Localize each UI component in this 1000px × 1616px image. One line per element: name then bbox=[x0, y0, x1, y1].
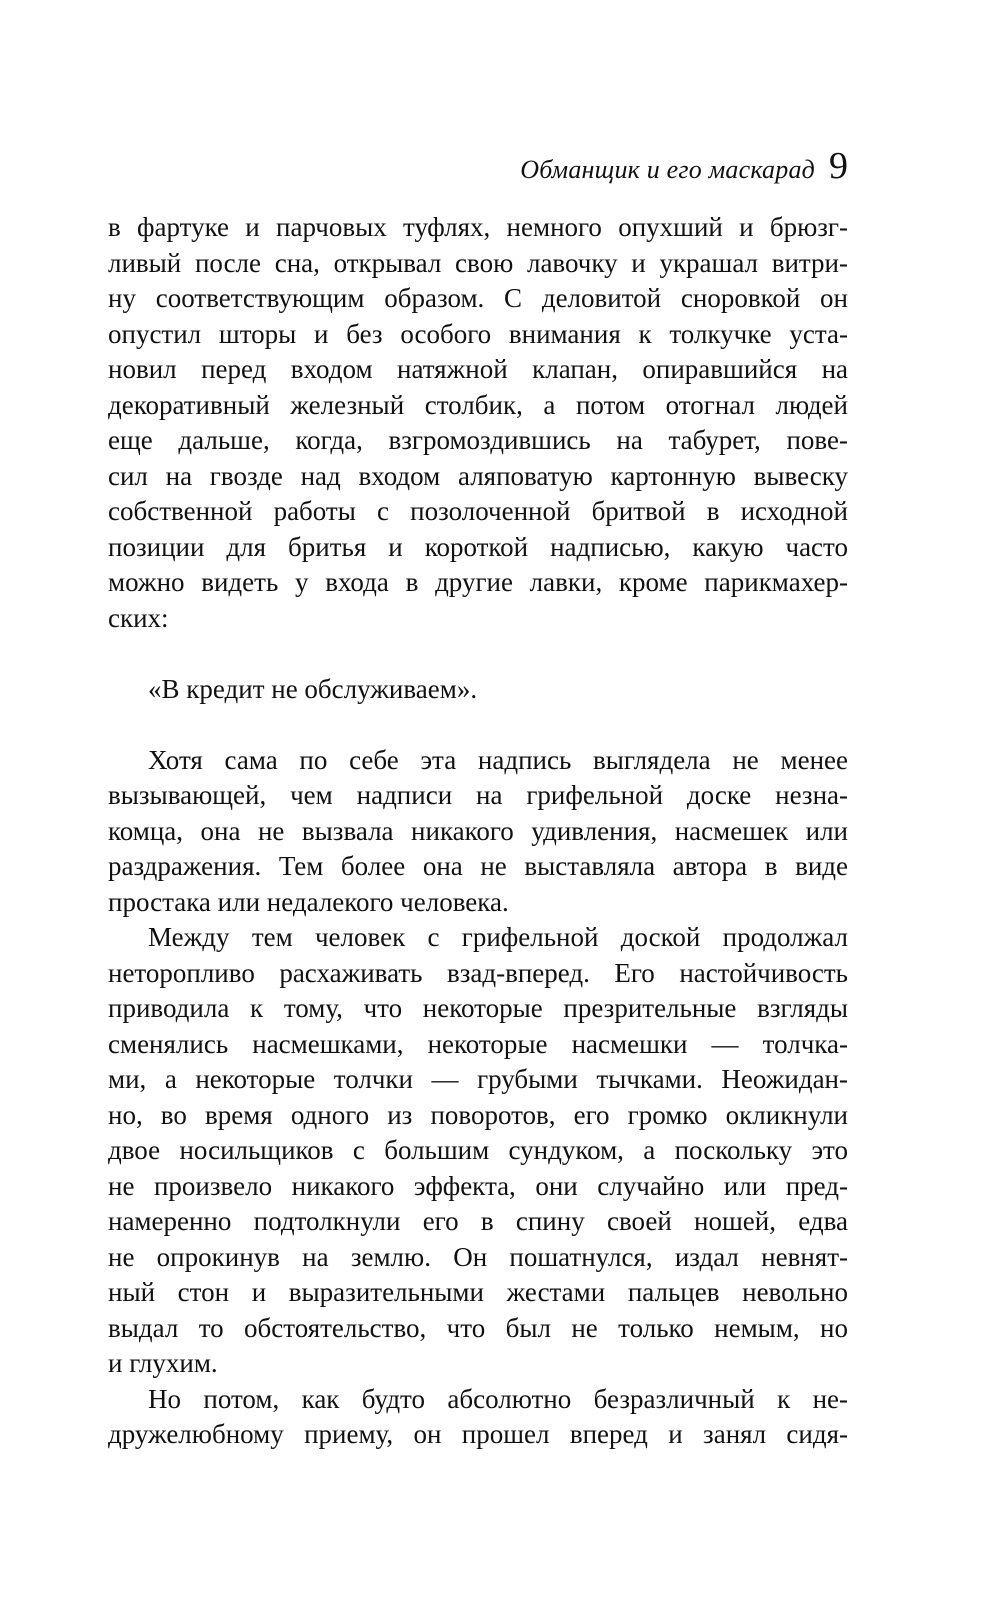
text-line: декоративный железный столбик, а потом отогнал людей bbox=[108, 389, 848, 420]
text-line: собственной работы с позолоченной бритвой в исходной bbox=[108, 496, 848, 526]
text-line: Хотя сама по себе эта надпись выглядела не менее bbox=[148, 744, 848, 775]
text-line: Но потом, как будто абсолютно безразличный к не- bbox=[148, 1383, 848, 1414]
text-line: комца, она не вызвала никакого удивления, насмешек или bbox=[108, 815, 848, 846]
text-line: сил на гвозде над входом аляповатую картонную вывеску bbox=[108, 460, 848, 491]
running-title: Обманщик и его маскарад bbox=[520, 155, 815, 184]
text-line: двое носильщиков с большим сундуком, а поскольку это bbox=[108, 1135, 848, 1165]
text-line: неторопливо расхаживать взад-вперед. Его настойчивость bbox=[108, 957, 848, 988]
text-line: еще дальше, когда, взгромоздившись на табурет, пове- bbox=[108, 425, 848, 455]
page-number: 9 bbox=[829, 145, 848, 187]
paragraph bbox=[108, 1382, 848, 1453]
text-line: Между тем человек с грифельной доской продолжал bbox=[148, 922, 848, 952]
spacer bbox=[108, 707, 848, 743]
text-line: не опрокинув на землю. Он пошатнулся, издал невнят- bbox=[108, 1241, 848, 1272]
text-line: раздражения. Тем более она не выставляла автора в виде bbox=[108, 851, 848, 881]
text-line: ми, а некоторые толчки — грубыми тычками. Неожидан- bbox=[108, 1064, 848, 1094]
text-line: сменялись насмешками, некоторые насмешки — толчка- bbox=[108, 1028, 848, 1059]
paragraph bbox=[108, 920, 848, 1382]
text-line: ливый после сна, открывал свою лавочку и украшал витри- bbox=[108, 247, 848, 278]
text-line: новил перед входом натяжной клапан, опиравшийся на bbox=[108, 354, 848, 384]
text-line: намеренно подтолкнули его в спину своей ношей, едва bbox=[108, 1206, 848, 1236]
text-line: вызывающей, чем надписи на грифельной доске незна- bbox=[108, 780, 848, 810]
body-text bbox=[108, 210, 848, 1453]
text-line: опустил шторы и без особого внимания к толкучке уста- bbox=[108, 318, 848, 349]
running-header bbox=[108, 140, 848, 200]
text-line: выдал то обстоятельство, что был не только немым, но bbox=[108, 1312, 848, 1343]
text-line: но, во время одного из поворотов, его громко окликнули bbox=[108, 1099, 848, 1130]
text-line: можно видеть у входа в другие лавки, кроме парикмахер- bbox=[108, 567, 848, 597]
text-line: в фартуке и парчовых туфлях, немного опухший и брюзг- bbox=[108, 212, 848, 242]
sign-quote: «В кредит не обслуживаем». bbox=[148, 673, 478, 704]
text-line: и глухим. bbox=[108, 1348, 218, 1378]
text-line: ный стон и выразительными жестами пальцев невольно bbox=[108, 1277, 848, 1307]
text-line: не произвело никакого эффекта, они случайно или пред- bbox=[108, 1170, 848, 1201]
text-line: ских: bbox=[108, 602, 169, 633]
text-line: дружелюбному приему, он прошел вперед и занял сидя- bbox=[108, 1419, 848, 1449]
text-line: приводила к тому, что некоторые презрительные взгляды bbox=[108, 993, 848, 1023]
text-line: ну соответствующим образом. С деловитой сноровкой он bbox=[108, 283, 848, 313]
paragraph bbox=[108, 743, 848, 921]
paragraph-continued bbox=[108, 210, 848, 636]
text-line: простака или недалекого человека. bbox=[108, 886, 509, 917]
spacer bbox=[108, 636, 848, 672]
text-line: позиции для бритья и короткой надписью, какую часто bbox=[108, 531, 848, 562]
